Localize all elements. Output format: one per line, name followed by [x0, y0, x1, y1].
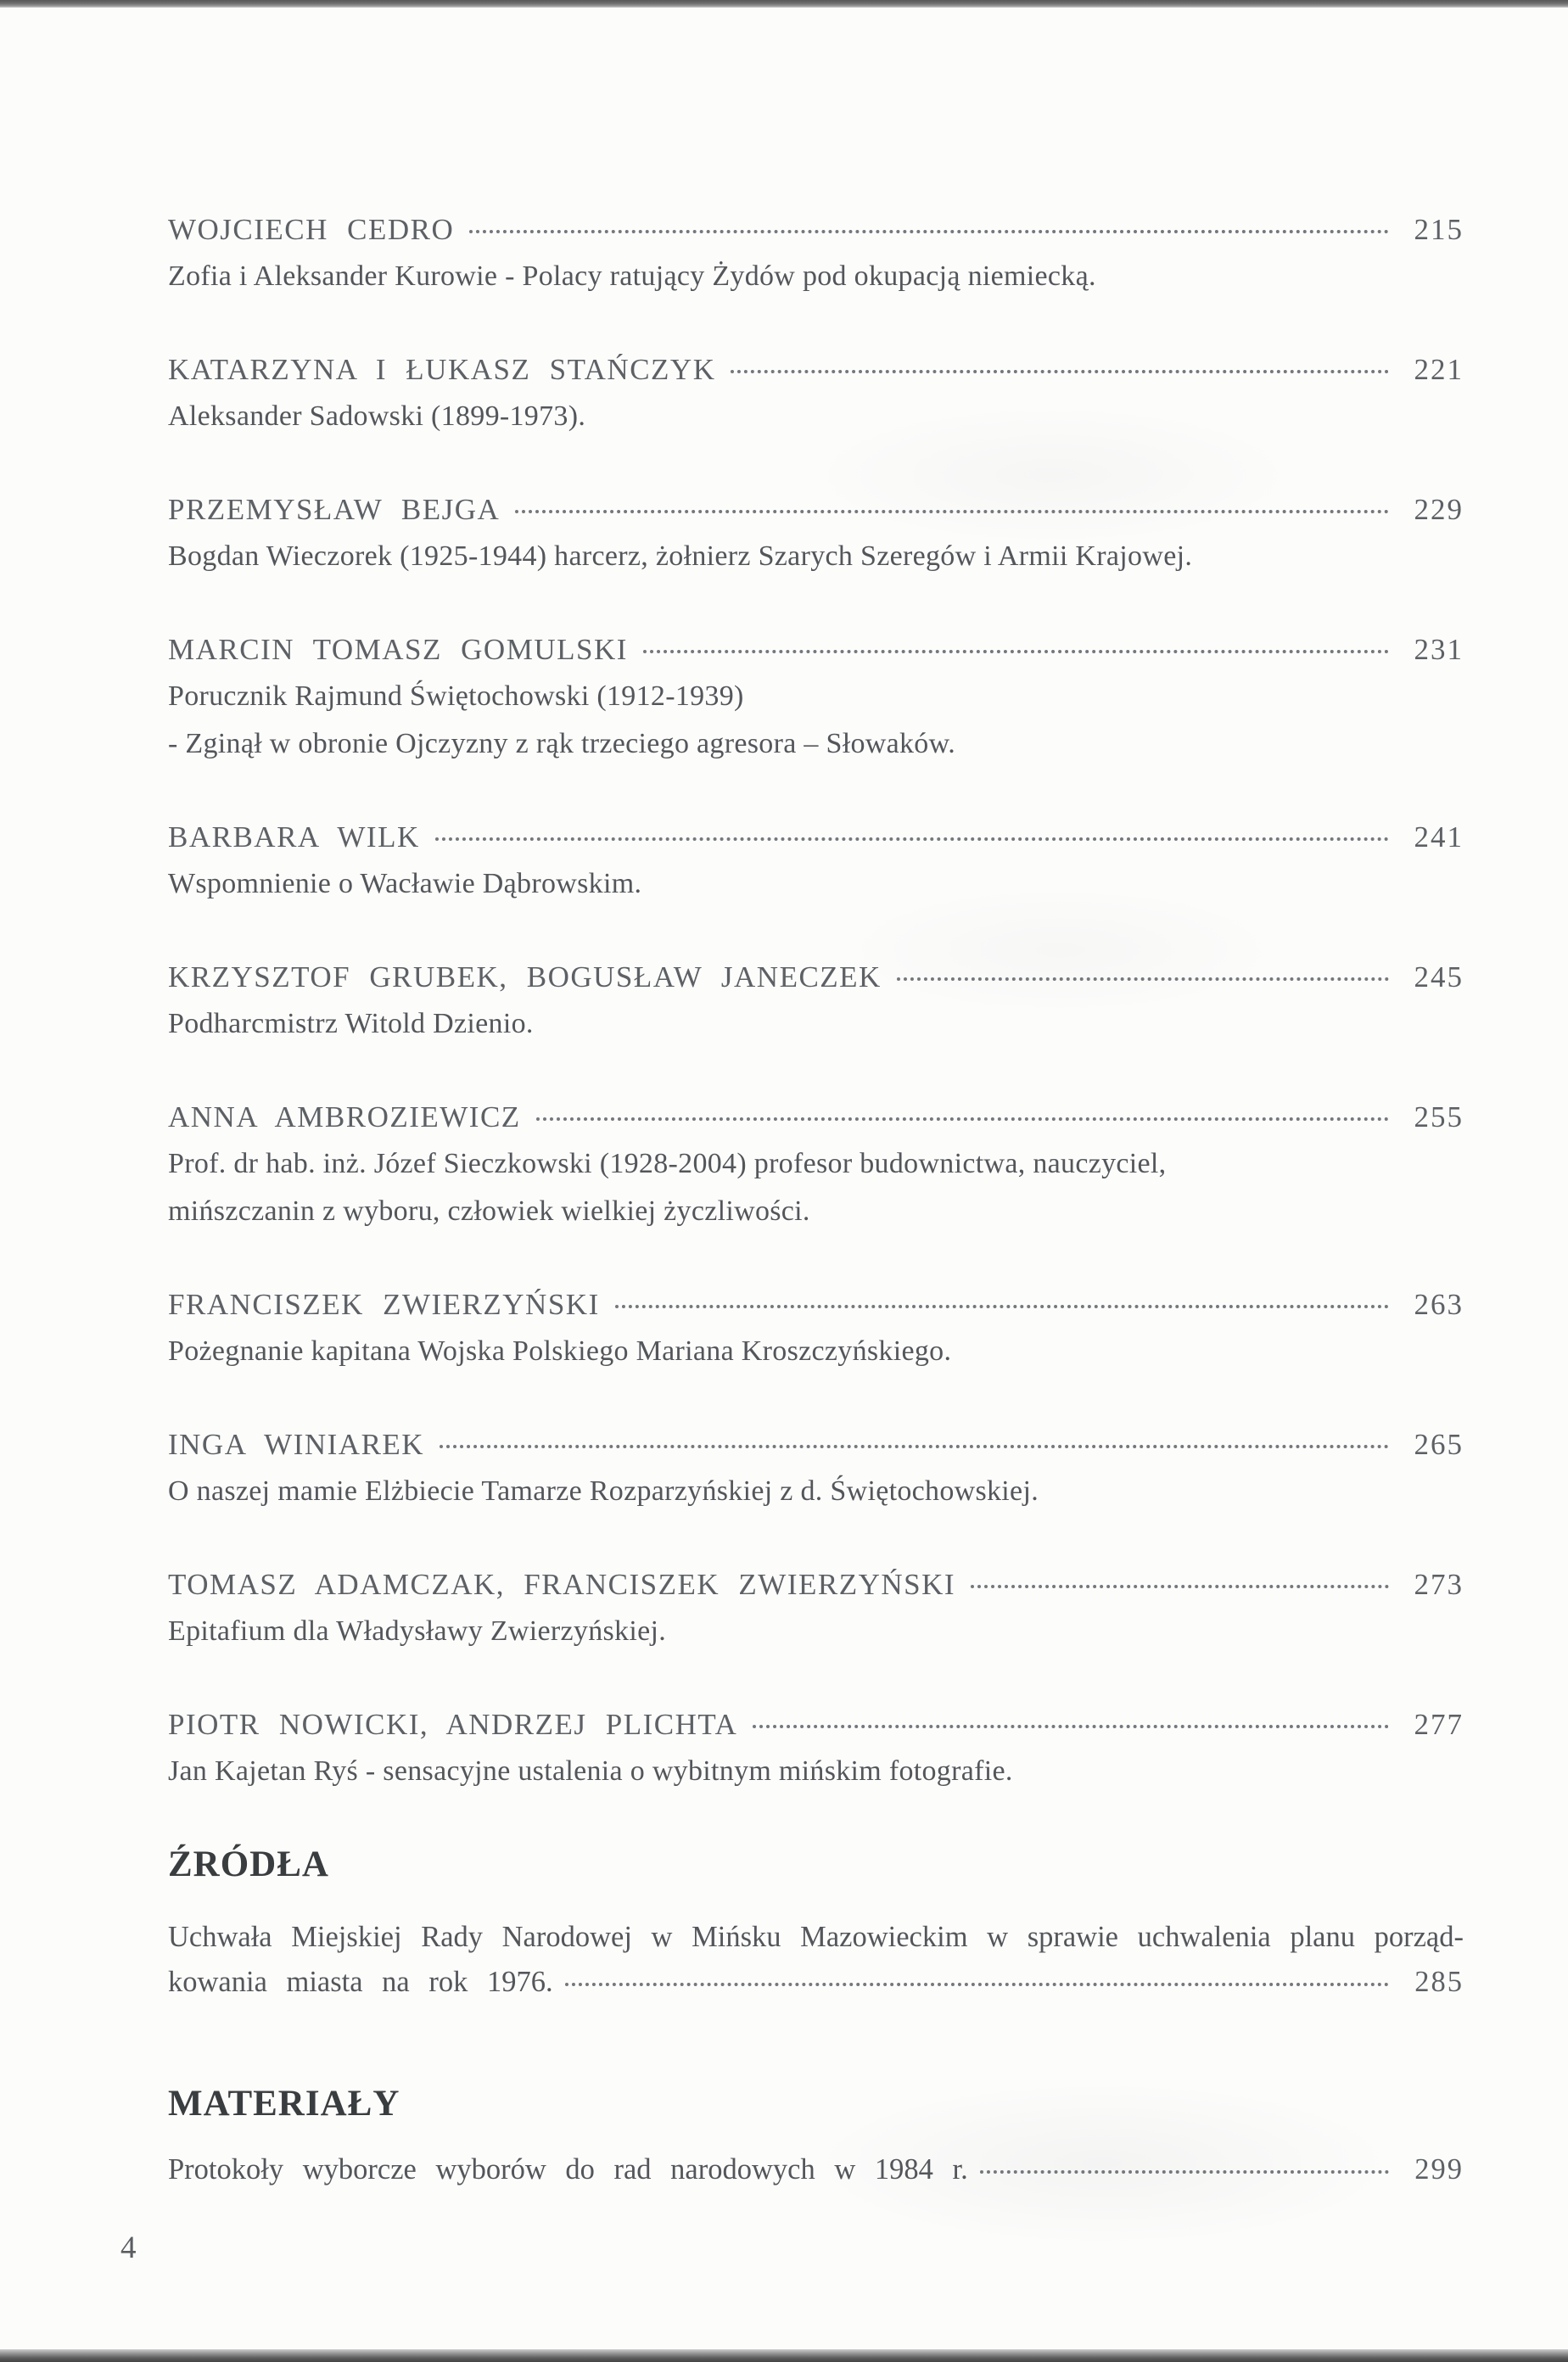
- zrodla-item-line1: [168, 1915, 1464, 1960]
- entry-title: ANNA AMBROZIEWICZ: [168, 1100, 521, 1133]
- toc-entry: [168, 1096, 1464, 1235]
- toc-entry-row: [168, 1704, 1464, 1745]
- entry-page-number: 215: [1414, 213, 1464, 246]
- scan-edge-bottom: [0, 2349, 1568, 2362]
- toc-entry: [168, 489, 1464, 580]
- entry-subtitle: Bogdan Wieczorek (1925-1944) harcerz, żołnierz Szarych Szeregów i Armii Krajowej.: [168, 540, 1193, 572]
- dotted-leader: [440, 1445, 1389, 1448]
- entry-subtitle: O naszej mamie Elżbiecie Tamarze Rozparzyńskiej z d. Świętochowskiej.: [168, 1475, 1039, 1507]
- dotted-leader: [435, 837, 1389, 841]
- toc-entry-row: [168, 1424, 1464, 1465]
- entry-title: KATARZYNA I ŁUKASZ STAŃCZYK: [168, 353, 716, 386]
- dotted-leader: [615, 1305, 1389, 1308]
- entry-page-number: 277: [1414, 1708, 1464, 1741]
- zrodla-item-row: [168, 1960, 1464, 2005]
- entry-page-number: 273: [1414, 1568, 1464, 1601]
- dotted-leader: [536, 1117, 1389, 1121]
- entry-page-number: 229: [1414, 493, 1464, 526]
- entry-subtitle: Wspomnienie o Wacławie Dąbrowskim.: [168, 868, 642, 899]
- toc-entry: [168, 1564, 1464, 1655]
- entry-title: PRZEMYSŁAW BEJGA: [168, 493, 501, 526]
- entry-page-number: 245: [1414, 960, 1464, 993]
- entry-title: WOJCIECH CEDRO: [168, 213, 455, 246]
- dotted-leader: [897, 977, 1389, 981]
- entry-page-number: 231: [1414, 633, 1464, 666]
- entry-title: BARBARA WILK: [168, 820, 420, 854]
- entry-title: INGA WINIAREK: [168, 1428, 425, 1461]
- toc-entries: [168, 209, 1464, 1795]
- toc-entry-row: [168, 816, 1464, 858]
- entry-subtitle: Porucznik Rajmund Świętochowski (1912-1939) - Zginął w obronie Ojczyzny z rąk trzeciego agresora – Słowaków.: [168, 680, 956, 759]
- entry-title: TOMASZ ADAMCZAK, FRANCISZEK ZWIERZYŃSKI: [168, 1568, 956, 1601]
- toc-entry-row: [168, 1564, 1464, 1605]
- entry-title: KRZYSZTOF GRUBEK, BOGUSŁAW JANECZEK: [168, 960, 882, 993]
- toc-entry-row: [168, 489, 1464, 530]
- toc-entry: [168, 816, 1464, 908]
- toc-entry-row: [168, 209, 1464, 250]
- entry-subtitle: Podharcmistrz Witold Dzienio.: [168, 1008, 534, 1039]
- dotted-leader: [971, 1585, 1389, 1588]
- dotted-leader: [980, 2170, 1389, 2174]
- entry-subtitle: Aleksander Sadowski (1899-1973).: [168, 400, 586, 432]
- entry-page-number: 255: [1414, 1100, 1464, 1133]
- zrodla-item-line1-text: Uchwała Miejskiej Rady Narodowej w Mińsku Mazowieckim w sprawie uchwalenia planu porząd-: [168, 1921, 1464, 1953]
- toc-entry-row: [168, 1284, 1464, 1325]
- entry-page-number: 265: [1414, 1428, 1464, 1461]
- section-materialy: [168, 2083, 1464, 2192]
- dotted-leader: [753, 1725, 1389, 1728]
- dotted-leader: [643, 650, 1389, 653]
- toc-entry: [168, 209, 1464, 300]
- zrodla-item-line2-text: kowania miasta na rok 1976.: [168, 1966, 553, 1998]
- dotted-leader: [731, 370, 1389, 373]
- entry-page-number: 263: [1414, 1288, 1464, 1321]
- zrodla-item-page-number: 285: [1414, 1966, 1464, 1998]
- materialy-item-row: [168, 2147, 1464, 2192]
- section-heading-zrodla: ŹRÓDŁA: [168, 1844, 329, 1884]
- toc-entry: [168, 1704, 1464, 1795]
- section-zrodla: [168, 1844, 1464, 2005]
- entry-subtitle: Jan Kajetan Ryś - sensacyjne ustalenia o wybitnym mińskim fotografie.: [168, 1755, 1013, 1787]
- entry-subtitle: Prof. dr hab. inż. Józef Sieczkowski (1928-2004) profesor budownictwa, nauczyciel, mińszczanin z wyboru, człowiek wielkiej życzliwości.: [168, 1148, 1167, 1227]
- section-heading-materialy: MATERIAŁY: [168, 2084, 400, 2124]
- toc-entry-row: [168, 956, 1464, 998]
- toc-entry-row: [168, 629, 1464, 670]
- entry-subtitle: Zofia i Aleksander Kurowie - Polacy ratujący Żydów pod okupacją niemiecką.: [168, 260, 1096, 292]
- toc-entry: [168, 629, 1464, 768]
- entry-page-number: 241: [1414, 820, 1464, 854]
- toc-entry-row: [168, 349, 1464, 390]
- entry-title: MARCIN TOMASZ GOMULSKI: [168, 633, 628, 666]
- entry-subtitle: Epitafium dla Władysławy Zwierzyńskiej.: [168, 1615, 667, 1647]
- entry-subtitle: Pożegnanie kapitana Wojska Polskiego Mariana Kroszczyńskiego.: [168, 1335, 952, 1367]
- toc-entry-row: [168, 1096, 1464, 1138]
- toc-entry: [168, 956, 1464, 1048]
- materialy-item-line-text: Protokoły wyborcze wyborów do rad narodowych w 1984 r.: [168, 2153, 968, 2186]
- entry-title: PIOTR NOWICKI, ANDRZEJ PLICHTA: [168, 1708, 738, 1741]
- materialy-item-page-number: 299: [1414, 2153, 1464, 2186]
- toc-entry: [168, 1284, 1464, 1375]
- dotted-leader: [515, 510, 1389, 513]
- toc-entry: [168, 349, 1464, 440]
- dotted-leader: [565, 1983, 1389, 1986]
- entry-page-number: 221: [1414, 353, 1464, 386]
- toc-entry: [168, 1424, 1464, 1515]
- page-number: 4: [120, 2230, 137, 2265]
- entry-title: FRANCISZEK ZWIERZYŃSKI: [168, 1288, 600, 1321]
- dotted-leader: [469, 230, 1389, 233]
